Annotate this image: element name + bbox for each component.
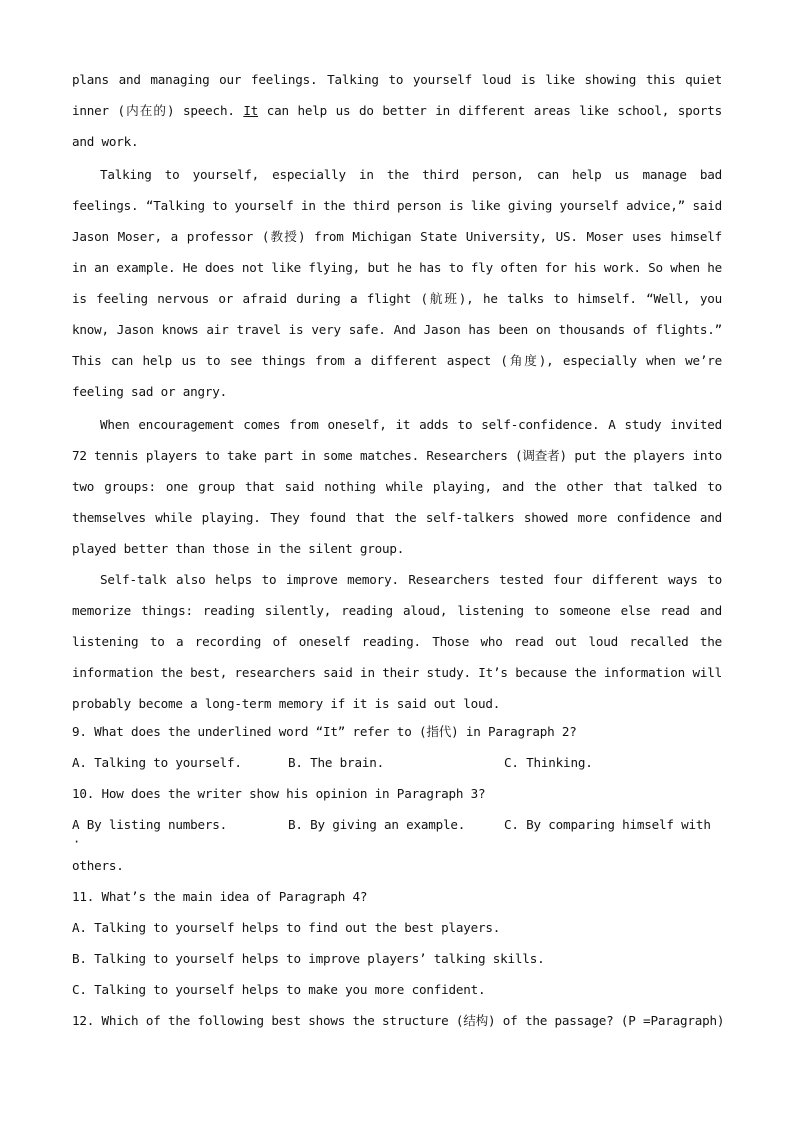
q10-option-a-letter: A · xyxy=(72,817,79,832)
paragraph-3: When encouragement comes from oneself, it adds to self-confidence. A study invited 72 tennis players to take part in some matches. Researchers (调查者) put the players into two groups: one group that said nothing while playing, and the other that talked to themselves while playing. They found that the self-talkers showed more confidence and played better than those in the silent group. xyxy=(72,417,722,556)
q11-option-b[interactable]: B. Talking to yourself helps to improve players’ talking skills. xyxy=(72,951,545,966)
question-9-options xyxy=(72,747,722,778)
question-9: 9. What does the underlined word “It” refer to (指代) in Paragraph 2? xyxy=(72,724,577,739)
question-11: 11. What’s the main idea of Paragraph 4? xyxy=(72,889,368,904)
question-12: 12. Which of the following best shows the structure (结构) of the passage? (P =Paragraph) xyxy=(72,1013,725,1028)
document-page xyxy=(72,64,725,1036)
question-10: 10. How does the writer show his opinion in Paragraph 3? xyxy=(72,786,486,801)
paragraph-1 xyxy=(72,64,722,157)
paragraph-1-text: plans and managing our feelings. Talking to yourself loud is like showing this quiet inner (内在的) speech. xyxy=(72,72,722,118)
paragraph-2: Talking to yourself, especially in the third person, can help us manage bad feelings. “Talking to yourself in the third person is like giving yourself advice,” said Jason Moser, a professor (教授) from Michigan State University, US. Moser uses himself in an example. He does not like flying, but he has to fly often for his work. So when he is feeling nervous or afraid during a flight (航班), he talks to himself. “Well, you know, Jason knows air travel is very safe. And Jason has been on thousands of flights.” This can help us to see things from a different aspect (角度), especially when we’re feeling sad or angry. xyxy=(72,167,722,399)
paragraph-1-text-end: can help us do better in different areas like school, sports and work. xyxy=(72,103,722,149)
q11-option-c[interactable]: C. Talking to yourself helps to make you more confident. xyxy=(72,982,486,997)
question-10-options xyxy=(72,809,722,840)
q10-option-a-text: By listing numbers. xyxy=(79,817,228,832)
q9-option-b[interactable]: B. The brain. xyxy=(288,755,384,770)
q10-option-b[interactable]: B. By giving an example. xyxy=(288,817,466,832)
underlined-it: It xyxy=(243,103,259,118)
q10-option-a[interactable] xyxy=(72,809,288,840)
q9-option-a[interactable]: A. Talking to yourself. xyxy=(72,755,242,770)
q10-option-c[interactable]: C. By comparing himself with xyxy=(504,817,711,832)
paragraph-4: Self-talk also helps to improve memory. Researchers tested four different ways to memorize things: reading silently, reading aloud, listening to someone else read and listening to a recording of oneself reading. Those who read out loud recalled the information the best, researchers said in their study. It’s because the information will probably become a long-term memory if it is said out loud. xyxy=(72,572,722,711)
q9-option-c[interactable]: C. Thinking. xyxy=(504,755,593,770)
q10-option-c-continued: others. xyxy=(72,858,124,873)
q11-option-a[interactable]: A. Talking to yourself helps to find out the best players. xyxy=(72,920,501,935)
